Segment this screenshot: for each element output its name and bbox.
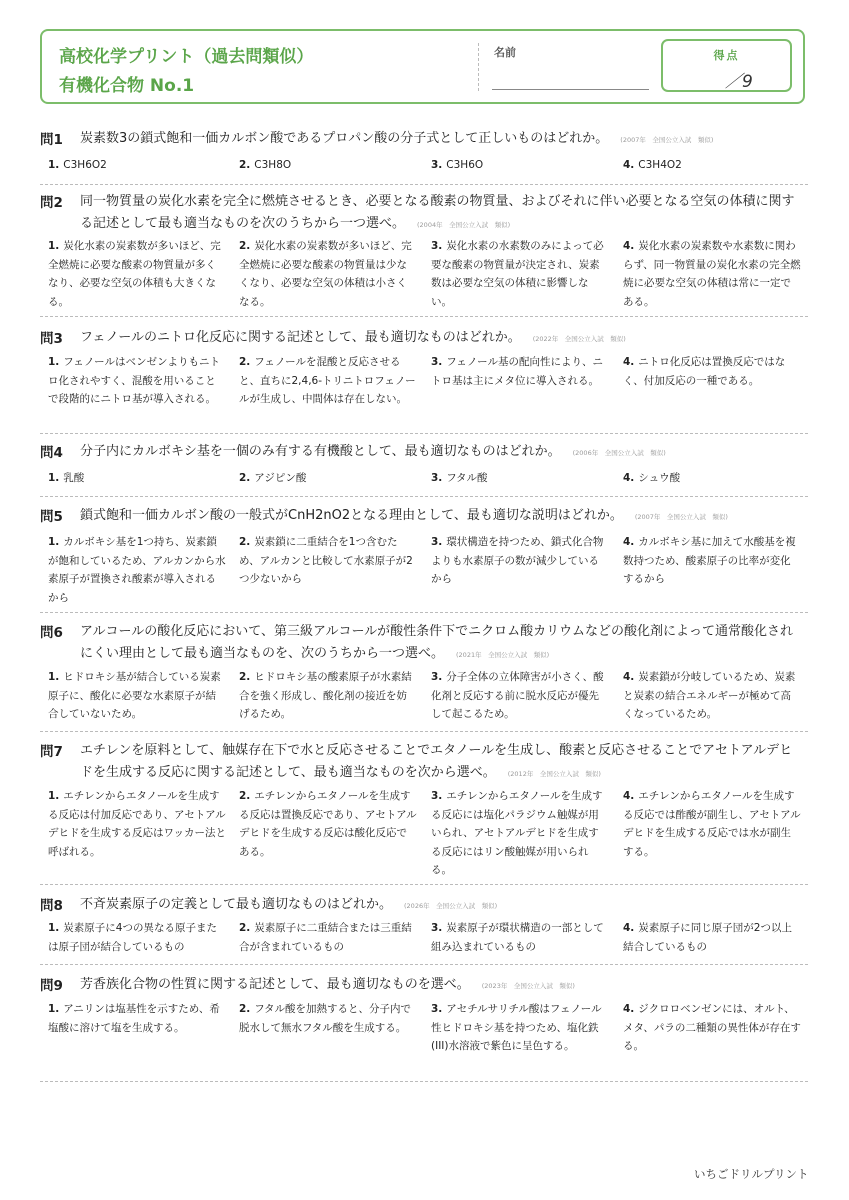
question-source: (2021年 全国公立入試 類似) [456, 651, 550, 659]
answer-option-3[interactable]: 3. C3H6O [431, 159, 484, 171]
score-label: 得点 [713, 49, 740, 62]
answer-option-4[interactable]: 4. シュウ酸 [623, 472, 681, 484]
answer-option-2[interactable]: 2. フタル酸を加熱すると、分子内で脱水して無水フタル酸を生成する。 [239, 1003, 412, 1034]
worksheet-subtitle: 有機化合物 No.1 [59, 76, 195, 96]
question-text: 芳香族化合物の性質に関する記述として、最も適切なものを選べ。 (2023年 全国公立入試 類似) [80, 977, 575, 992]
answer-option-1[interactable]: 1. フェノールはベンゼンよりもニトロ化されやすく、混酸を用いることで段階的にニトロ基が導入される。 [48, 356, 220, 405]
question-source: (2007年 全国公立入試 類似) [634, 513, 728, 521]
question-number: 問9 [40, 978, 63, 994]
answer-option-1[interactable]: 1. 乳酸 [48, 472, 85, 484]
answer-option-4[interactable]: 4. 炭化水素の炭素数や水素数に関わらず、同一物質量の炭化水素の完全燃焼に必要な空気の体積は常に一定である。 [623, 240, 801, 308]
question-source: (2023年 全国公立入試 類似) [481, 982, 575, 990]
answer-option-3[interactable]: 3. フタル酸 [431, 472, 488, 484]
answer-option-2[interactable]: 2. C3H8O [239, 159, 292, 171]
answer-option-4[interactable]: 4. 炭素鎖が分岐しているため、炭素と炭素の結合エネルギーが極めて高くなっているため。 [623, 671, 796, 720]
question-source: (2022年 全国公立入試 類似) [532, 335, 626, 343]
answer-option-1[interactable]: 1. 炭素原子に4つの異なる原子または原子団が結合しているもの [48, 922, 217, 953]
question-text: エチレンを原料として、触媒存在下で水と反応させることでエタノールを生成し、酸素と反応させることでアセトアルデヒドを生成する反応に関する記述として、最も適当なものを次から選べ。 (2012年 全国公立入試 類似) [80, 743, 793, 780]
question-text: 分子内にカルボキシ基を一個のみ有する有機酸として、最も適切なものはどれか。 (2006年 全国公立入試 類似) [80, 444, 666, 459]
question-source: (2026年 全国公立入試 類似) [404, 902, 498, 910]
question-5 [40, 505, 808, 613]
question-number: 問4 [40, 445, 63, 461]
question-7 [40, 740, 808, 885]
answer-option-3[interactable]: 3. エチレンからエタノールを生成する反応には塩化パラジウム触媒が用いられ、アセトアルデヒドを生成する反応にはリン酸触媒が用いられる。 [431, 790, 603, 876]
answer-option-3[interactable]: 3. 炭化水素の水素数のみによって必要な酸素の物質量が決定され、炭素数は必要な空気の体積に影響しない。 [431, 240, 604, 308]
question-source: (2007年 全国公立入試 類似) [620, 136, 714, 144]
question-number: 問7 [40, 744, 63, 760]
question-number: 問1 [40, 132, 63, 148]
answer-option-4[interactable]: 4. エチレンからエタノールを生成する反応では酢酸が副生し、アセトアルデヒドを生成する反応では水が副生する。 [623, 790, 801, 858]
answer-option-2[interactable]: 2. フェノールを混酸と反応させると、直ちに2,4,6-トリニトロフェノールが生成し、中間体は存在しない。 [239, 356, 416, 405]
answer-option-3[interactable]: 3. 環状構造を持つため、鎖式化合物よりも水素原子の数が減少しているから [431, 536, 604, 585]
question-2 [40, 191, 808, 317]
question-number: 問6 [40, 625, 63, 641]
answer-option-4[interactable]: 4. カルボキシ基に加えて水酸基を複数持つため、酸素原子の比率が変化するから [623, 536, 796, 585]
footer-brand: いちごドリルプリント [694, 1167, 809, 1181]
worksheet-title: 高校化学プリント（過去問類似） [59, 47, 314, 67]
answer-option-1[interactable]: 1. C3H6O2 [48, 159, 107, 171]
worksheet-header [40, 29, 805, 104]
question-text: 不斉炭素原子の定義として最も適切なものはどれか。 (2026年 全国公立入試 類似) [80, 897, 498, 912]
header-divider [478, 43, 479, 91]
question-number: 問5 [40, 509, 63, 525]
answer-option-3[interactable]: 3. 分子全体の立体障害が小さく、酸化剤と反応する前に脱水反応が優先して起こるため。 [431, 671, 604, 720]
question-6 [40, 621, 808, 732]
question-8 [40, 894, 808, 965]
answer-option-4[interactable]: 4. C3H4O2 [623, 159, 682, 171]
answer-option-3[interactable]: 3. フェノール基の配向性により、ニトロ基は主にメタ位に導入される。 [431, 356, 603, 387]
answer-option-3[interactable]: 3. アセチルサリチル酸はフェノール性ヒドロキシ基を持つため、塩化鉄(III)水溶液で紫色に呈色する。 [431, 1003, 602, 1052]
question-text: 同一物質量の炭化水素を完全に燃焼させるとき、必要となる酸素の物質量、およびそれに伴い必要となる空気の体積に関する記述として最も適当なものを次のうちから一つ選べ。 (2004年 全国公立入試 類似) [80, 194, 795, 231]
question-source: (2012年 全国公立入試 類似) [507, 770, 601, 778]
answer-option-2[interactable]: 2. エチレンからエタノールを生成する反応は置換反応であり、アセトアルデヒドを生成する反応は酸化反応である。 [239, 790, 417, 858]
answer-option-2[interactable]: 2. アジピン酸 [239, 472, 307, 484]
answer-option-4[interactable]: 4. ニトロ化反応は置換反応ではなく、付加反応の一種である。 [623, 356, 786, 387]
answer-option-4[interactable]: 4. ジクロロベンゼンには、オルト、メタ、パラの二種類の異性体が存在する。 [623, 1003, 801, 1052]
question-number: 問3 [40, 331, 63, 347]
answer-option-2[interactable]: 2. ヒドロキシ基の酸素原子が水素結合を強く形成し、酸化剤の接近を妨げるため。 [239, 671, 412, 720]
score-box [661, 39, 792, 92]
question-1 [40, 128, 808, 185]
answer-option-4[interactable]: 4. 炭素原子に同じ原子団が2つ以上結合しているもの [623, 922, 792, 953]
question-text: 炭素数3の鎖式飽和一価カルボン酸であるプロパン酸の分子式として正しいものはどれか。 (2007年 全国公立入試 類似) [80, 131, 714, 146]
question-text: 鎖式飽和一価カルボン酸の一般式がCnH2nO2となる理由として、最も適切な説明はどれか。 (2007年 全国公立入試 類似) [80, 508, 728, 523]
answer-option-3[interactable]: 3. 炭素原子が環状構造の一部として組み込まれているもの [431, 922, 604, 953]
answer-option-2[interactable]: 2. 炭素原子に二重結合または三重結合が含まれているもの [239, 922, 412, 953]
answer-option-1[interactable]: 1. カルボキシ基を1つ持ち、炭素鎖が飽和しているため、アルカンから水素原子が置換され酸素が導入されるから [48, 536, 226, 604]
answer-option-2[interactable]: 2. 炭化水素の炭素数が多いほど、完全燃焼に必要な酸素の物質量は少なくなり、必要な空気の体積は小さくなる。 [239, 240, 412, 308]
answer-option-1[interactable]: 1. 炭化水素の炭素数が多いほど、完全燃焼に必要な酸素の物質量が多くなり、必要な空気の体積も大きくなる。 [48, 240, 221, 308]
question-text: アルコールの酸化反応において、第三級アルコールが酸性条件下でニクロム酸カリウムなどの酸化剤によって通常酸化されにくい理由として最も適当なものを、次のうちから一つ選べ。 (2021年 全国公立入試 類似) [80, 624, 794, 661]
question-number: 問2 [40, 195, 63, 211]
question-text: フェノールのニトロ化反応に関する記述として、最も適切なものはどれか。 (2022年 全国公立入試 類似) [80, 330, 626, 345]
question-number: 問8 [40, 898, 63, 914]
question-source: (2006年 全国公立入試 類似) [572, 449, 666, 457]
name-field[interactable] [492, 89, 649, 90]
question-9 [40, 974, 808, 1082]
question-4 [40, 441, 808, 497]
name-label: 名前 [494, 46, 516, 59]
answer-option-1[interactable]: 1. エチレンからエタノールを生成する反応は付加反応であり、アセトアルデヒドを生成する反応はワッカー法と呼ばれる。 [48, 790, 226, 858]
question-source: (2004年 全国公立入試 類似) [417, 221, 511, 229]
answer-option-2[interactable]: 2. 炭素鎖に二重結合を1つ含むため、アルカンと比較して水素原子が2つ少ないから [239, 536, 413, 585]
question-3 [40, 327, 808, 434]
answer-option-1[interactable]: 1. アニリンは塩基性を示すため、希塩酸に溶けて塩を生成する。 [48, 1003, 220, 1034]
score-total: ／9 [725, 72, 753, 92]
answer-option-1[interactable]: 1. ヒドロキシ基が結合している炭素原子に、酸化に必要な水素原子が結合していないため。 [48, 671, 221, 720]
